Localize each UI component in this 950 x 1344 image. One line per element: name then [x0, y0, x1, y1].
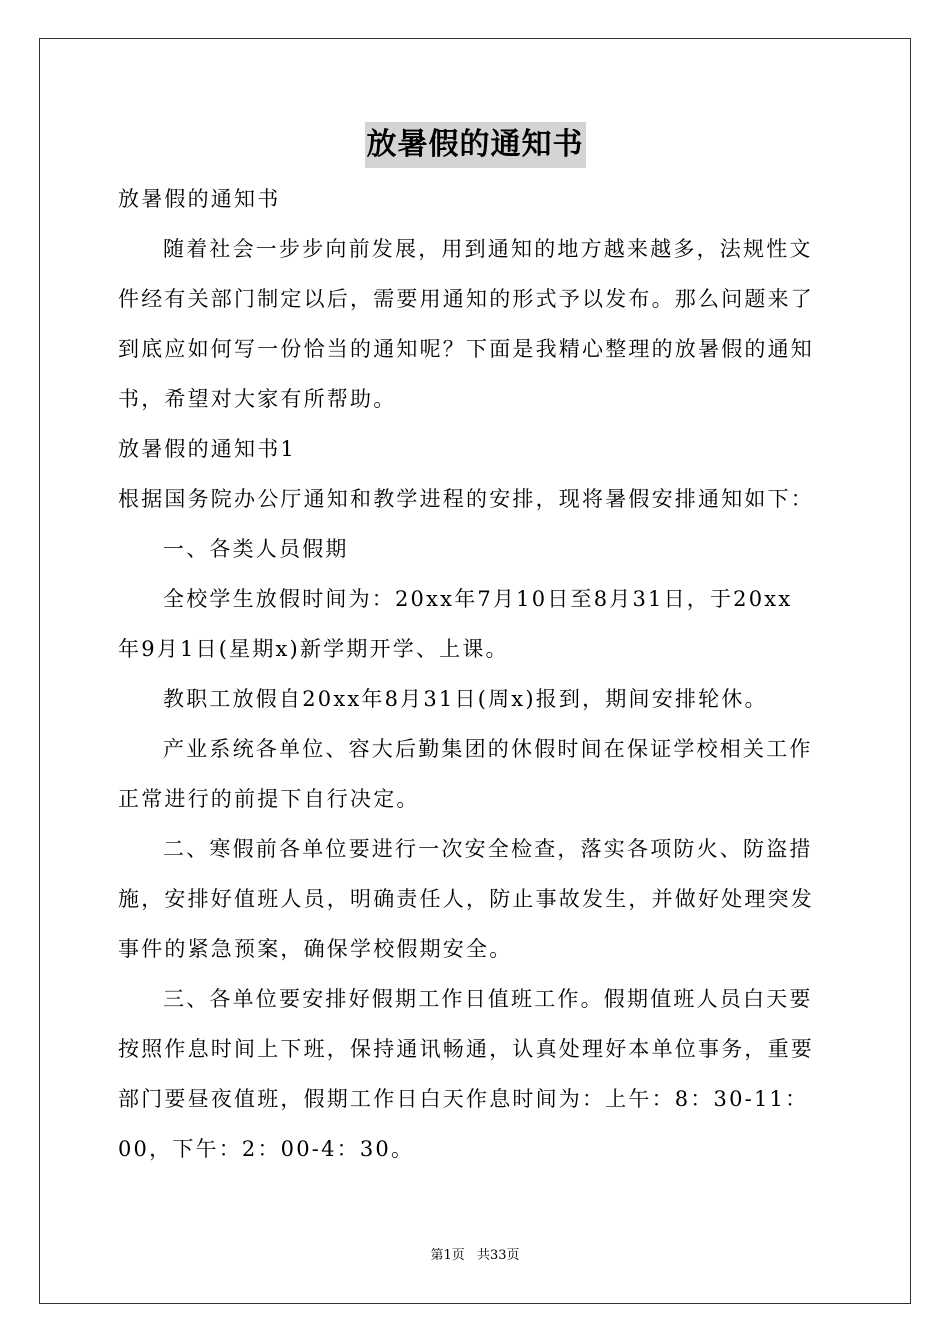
paragraph-line: 随着社会一步步向前发展，用到通知的地方越来越多，法规性文 — [163, 237, 813, 261]
page-total: 共33页 — [476, 1248, 520, 1263]
paragraph-line: 产业系统各单位、容大后勤集团的休假时间在保证学校相关工作 — [163, 737, 813, 761]
paragraph-line: 正常进行的前提下自行决定。 — [118, 787, 420, 811]
paragraph-line: 二、寒假前各单位要进行一次安全检查，落实各项防火、防盗措 — [163, 837, 813, 861]
subtitle-line: 放暑假的通知书 — [118, 187, 281, 211]
page-number: 第1页 — [430, 1248, 465, 1263]
paragraph-line: 部门要昼夜值班，假期工作日白天作息时间为：上午：8：30-11： — [118, 1087, 809, 1111]
title-wrap — [0, 122, 950, 168]
page-frame — [39, 38, 911, 1304]
paragraph-line: 全校学生放假时间为：20xx年7月10日至8月31日，于20xx — [163, 587, 793, 611]
page-footer — [0, 1247, 950, 1265]
paragraph-line: 书，希望对大家有所帮助。 — [118, 387, 397, 411]
paragraph-line: 按照作息时间上下班，保持通讯畅通，认真处理好本单位事务，重要 — [118, 1037, 814, 1061]
document-title: 放暑假的通知书 — [365, 122, 586, 168]
paragraph-line: 件经有关部门制定以后，需要用通知的形式予以发布。那么问题来了 — [118, 287, 814, 311]
paragraph-line: 根据国务院办公厅通知和教学进程的安排，现将暑假安排通知如下： — [118, 487, 814, 511]
paragraph-line: 00，下午：2：00-4：30。 — [118, 1137, 415, 1161]
paragraph-line: 一、各类人员假期 — [163, 537, 349, 561]
paragraph-line: 施，安排好值班人员，明确责任人，防止事故发生，并做好处理突发 — [118, 887, 814, 911]
section-heading: 放暑假的通知书1 — [118, 437, 296, 461]
paragraph-line: 到底应如何写一份恰当的通知呢？下面是我精心整理的放暑假的通知 — [118, 337, 814, 361]
paragraph-line: 事件的紧急预案，确保学校假期安全。 — [118, 937, 513, 961]
paragraph-line: 三、各单位要安排好假期工作日值班工作。假期值班人员白天要 — [163, 987, 813, 1011]
paragraph-line: 教职工放假自20xx年8月31日(周x)报到，期间安排轮休。 — [163, 687, 768, 711]
paragraph-line: 年9月1日(星期x)新学期开学、上课。 — [118, 637, 509, 661]
